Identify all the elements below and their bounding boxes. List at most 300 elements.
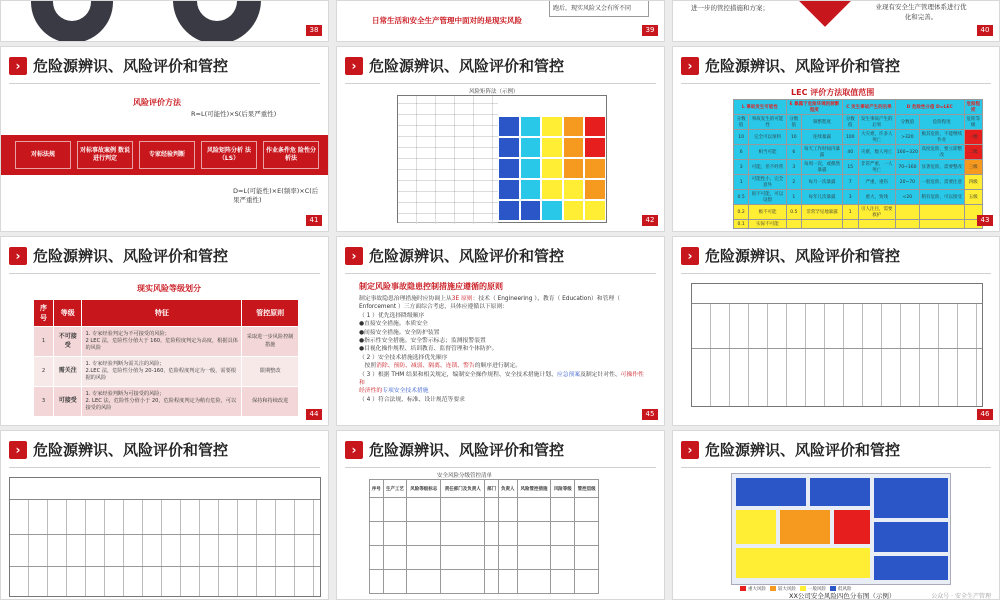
page-number: 39 xyxy=(642,25,658,36)
slide-header xyxy=(1,431,328,469)
body-text-right: 业现有安全生产管理体系进行优化和完善。 xyxy=(875,3,967,21)
table-cell: 保持和持续改进 xyxy=(242,387,299,417)
table-cell xyxy=(383,498,407,522)
table-cell: 五级 xyxy=(964,190,982,205)
legend-label: 较大风险 xyxy=(778,587,796,592)
table-cell: 160~320 xyxy=(895,145,919,160)
chevron-right-icon: › xyxy=(9,441,27,459)
table-cell xyxy=(517,522,551,546)
table-cell xyxy=(842,220,858,229)
risk-control-table xyxy=(369,479,599,594)
table-cell: 分数值 xyxy=(895,115,919,130)
zone-red xyxy=(834,510,870,544)
header-divider xyxy=(345,273,656,274)
table-cell: 10 xyxy=(786,130,801,145)
table-cell xyxy=(441,522,485,546)
table-cell: 危险等级 xyxy=(964,115,982,130)
slide-header xyxy=(1,237,328,275)
table-cell xyxy=(383,522,407,546)
table-cell xyxy=(895,220,919,229)
text-run: （ 3 ）根据 THM 结果和相关规定，编制安全操作规程、安全技术措施计划、 xyxy=(359,371,557,378)
text-run: ：技术（ Engineering ）、教育（ Education）和管理（ Enforcement ）三方面综合考虑，具体应遵循以下原则： xyxy=(359,296,620,311)
table-header-cell: 责任部门及负责人 xyxy=(441,480,485,498)
slide-thumb-44[interactable] xyxy=(0,236,329,426)
slide-thumb-41[interactable] xyxy=(0,46,329,232)
table-row xyxy=(734,130,983,145)
table-cell: 70~160 xyxy=(895,160,919,175)
table-cell: 限期整改 xyxy=(242,357,299,387)
table-cell xyxy=(575,498,599,522)
matrix-cell xyxy=(520,116,542,137)
highlight-order: 消除、预防、减弱、隔离、连锁、警告 xyxy=(376,363,475,370)
table-header-cell: 序号 xyxy=(370,480,384,498)
table-header-cell: D 危险性分值 D=LEC xyxy=(895,100,964,115)
table-cell xyxy=(383,546,407,570)
table-cell: 危险程度 xyxy=(919,115,964,130)
matrix-cell xyxy=(541,116,563,137)
table-header-cell: 生产工艺 xyxy=(383,480,407,498)
table-cell xyxy=(517,546,551,570)
table-cell xyxy=(517,498,551,522)
table-header-cell: 风险等级标志 xyxy=(407,480,441,498)
table-cell: 可能性小，完全意外 xyxy=(749,175,786,190)
table-row xyxy=(370,546,599,570)
principles-body xyxy=(359,295,649,404)
risk-matrix-table xyxy=(397,95,607,223)
matrix-cell xyxy=(563,116,585,137)
table-cell xyxy=(551,546,575,570)
slide-title: 危险源辨识、风险评价和管控 xyxy=(705,441,901,459)
slide-header xyxy=(673,431,999,469)
table-header-cell: 部门 xyxy=(485,480,499,498)
table-cell xyxy=(498,546,517,570)
text-run: 制定事故隐患治理措施时应协调上从 xyxy=(359,296,452,302)
header-divider xyxy=(9,467,320,468)
slide-caption: 日常生活和安全生产管理中面对的是现实风险 xyxy=(372,16,522,25)
page-number: 42 xyxy=(642,215,658,226)
zone-blue xyxy=(810,478,870,506)
section-subtitle: LEC 评价方法取值范围 xyxy=(791,88,875,97)
table-cell: 2 xyxy=(786,175,801,190)
legend-swatch xyxy=(770,586,776,591)
matrix-cell xyxy=(498,116,520,137)
list-line: ●指示性安全措施。安全警示标志；监测报警装置 xyxy=(359,337,486,344)
zone-orange xyxy=(780,510,830,544)
zone-blue xyxy=(874,478,948,518)
table-cell: 极其危险，不能继续作业 xyxy=(919,130,964,145)
header-divider xyxy=(345,467,656,468)
slide-header xyxy=(673,47,999,85)
table-cell: 6 xyxy=(786,145,801,160)
table-cell: 发生事故产生的后果 xyxy=(858,115,895,130)
table-cell: 四级 xyxy=(964,175,982,190)
table-cell xyxy=(383,570,407,594)
table-cell xyxy=(441,498,485,522)
matrix-cell xyxy=(563,200,585,221)
table-cell: 1 xyxy=(734,175,749,190)
table-cell: 每周一次，或偶然暴露 xyxy=(801,160,842,175)
slide-header xyxy=(1,47,328,85)
table-cell: 1. 专家经验判断为需关注的风险； 2.LEC 法，危险性分值为 20-160，危险程度判定为一般，需要根据的风险 xyxy=(82,357,242,387)
zone-blue xyxy=(874,522,948,552)
table-cell xyxy=(858,220,895,229)
table-cell: 分数值 xyxy=(842,115,858,130)
table-cell: 引人注目，需要救护 xyxy=(858,205,895,220)
table-cell: 连续暴露 xyxy=(801,130,842,145)
section-subtitle: 现实风险等级划分 xyxy=(137,284,201,293)
table-cell: 非常罕见地暴露 xyxy=(801,205,842,220)
table-cell xyxy=(407,546,441,570)
matrix-cell xyxy=(541,137,563,158)
four-color-risk-map xyxy=(731,473,951,592)
table-cell: 7 xyxy=(842,175,858,190)
form-row-divider xyxy=(10,534,320,535)
list-line: ●间接安全措施。安全防护装置 xyxy=(359,329,440,336)
table-cell: 10 xyxy=(734,130,749,145)
chevron-right-icon: › xyxy=(345,57,363,75)
note-box: 跑后，现实风险又会有所不同 xyxy=(549,0,649,17)
slide-title: 危险源辨识、风险评价和管控 xyxy=(369,441,565,459)
matrix-cell xyxy=(498,158,520,179)
table-cell: 20~70 xyxy=(895,175,919,190)
legend-label: 重大风险 xyxy=(748,587,766,592)
chevron-right-icon: › xyxy=(345,441,363,459)
lec-table xyxy=(733,99,983,229)
table-row xyxy=(34,357,299,387)
table-cell: 非常严重，一人死亡 xyxy=(858,160,895,175)
matrix-cells xyxy=(498,116,606,221)
table-cell xyxy=(407,498,441,522)
table-header-cell: 等级 xyxy=(53,300,82,327)
form-header xyxy=(692,284,982,304)
table-cell xyxy=(895,205,919,220)
text-run: 的顺序进行制定。 xyxy=(474,363,522,370)
para-intro xyxy=(359,295,649,312)
form-columns xyxy=(10,500,320,596)
table-cell: 极不可能 xyxy=(749,205,786,220)
method-step: 专家经验判断 xyxy=(139,141,195,169)
table-cell: 1 xyxy=(34,327,54,357)
slide-header xyxy=(337,237,664,275)
table-title: 风险矩阵法（示例） xyxy=(469,89,519,95)
table-header-cell: 危险程度 xyxy=(964,100,982,115)
table-cell: 很不可能，可以设想 xyxy=(749,190,786,205)
table-cell xyxy=(485,546,499,570)
table-row xyxy=(370,522,599,546)
page-number: 41 xyxy=(306,215,322,226)
page-number: 44 xyxy=(306,409,322,420)
table-cell: 分数值 xyxy=(786,115,801,130)
page-number: 46 xyxy=(977,409,993,420)
section-subtitle: 制定风险事故隐患控制措施应遵循的原则 xyxy=(359,282,503,291)
table-header-row xyxy=(34,300,299,327)
legend-label: 低风险 xyxy=(838,587,852,592)
formula-rs: R=L(可能性)×S(后果严重性) xyxy=(191,110,277,118)
list-line: ●目视化操作规程、培训教育、监督管理和个体防护。 xyxy=(359,346,498,353)
table-cell: 二级 xyxy=(964,145,982,160)
table-cell: 采取进一步风险控制措施 xyxy=(242,327,299,357)
slide-thumb-47[interactable] xyxy=(0,430,329,600)
slide-thumb-46[interactable] xyxy=(672,236,1000,426)
form-columns xyxy=(692,304,982,406)
table-cell xyxy=(441,546,485,570)
hazard-record-form xyxy=(691,283,983,407)
table-cell xyxy=(441,570,485,594)
formula-lec: D=L(可能性)×E(频率)×C(后果严重性) xyxy=(233,187,319,205)
matrix-cell xyxy=(520,179,542,200)
table-cell: 3 xyxy=(842,190,858,205)
table-cell: 需关注 xyxy=(53,357,82,387)
method-step: 作业条件危 险性分析法 xyxy=(263,141,319,169)
slide-thumb-40[interactable] xyxy=(672,0,1000,42)
legend-label: 一般风险 xyxy=(808,587,826,592)
page-number: 43 xyxy=(977,215,993,226)
highlight-3e: 3E 原则 xyxy=(451,296,473,302)
method-step: 对标法规 xyxy=(15,141,71,169)
table-row xyxy=(734,175,983,190)
table-row xyxy=(370,498,599,522)
list-line: ●直接安全措施。本质安全 xyxy=(359,321,428,328)
matrix-cell xyxy=(584,158,606,179)
table-header-cell: E 暴露于危险环境的频繁程度 xyxy=(786,100,842,115)
slide-header xyxy=(337,431,664,469)
slide-thumb-38[interactable] xyxy=(0,0,329,42)
chevron-right-icon: › xyxy=(9,57,27,75)
slide-thumb-39[interactable] xyxy=(336,0,665,42)
header-divider xyxy=(9,273,320,274)
table-cell: 高度危险，要立即整改 xyxy=(919,145,964,160)
matrix-cell xyxy=(584,137,606,158)
table-cell: >320 xyxy=(895,130,919,145)
table-cell xyxy=(919,205,964,220)
text-run: 按照 xyxy=(364,363,377,370)
table-row xyxy=(734,205,983,220)
table-header-cell: 特征 xyxy=(82,300,242,327)
table-row xyxy=(734,190,983,205)
table-header-cell: 负责人 xyxy=(498,480,517,498)
chevron-right-icon: › xyxy=(681,247,699,265)
slide-title: 危险源辨识、风险评价和管控 xyxy=(705,247,901,265)
zone-yellow xyxy=(736,510,776,544)
matrix-cell xyxy=(541,200,563,221)
highlight-red: 经济性的 xyxy=(359,388,383,395)
page-number: 38 xyxy=(306,25,322,36)
table-cell xyxy=(498,522,517,546)
matrix-cell xyxy=(584,200,606,221)
table-header-row xyxy=(370,480,599,498)
table-cell: 完全可以预料 xyxy=(749,130,786,145)
table-cell xyxy=(786,220,801,229)
table-cell: 大灾难，许多人死亡 xyxy=(858,130,895,145)
table-row xyxy=(34,327,299,357)
chevron-right-icon: › xyxy=(681,441,699,459)
header-divider xyxy=(345,83,656,84)
table-cell: 稍有危险，可以接受 xyxy=(919,190,964,205)
highlight-blue: 应急预案 xyxy=(556,371,581,378)
table-cell xyxy=(551,498,575,522)
header-divider xyxy=(681,273,991,274)
matrix-cell xyxy=(498,200,520,221)
table-cell: 严重，重伤 xyxy=(858,175,895,190)
highlight-blue: 专项安全技术措施 xyxy=(382,388,429,395)
table-header-cell: 管控原则 xyxy=(242,300,299,327)
zone-yellow xyxy=(736,548,870,578)
table-cell xyxy=(370,522,384,546)
zone-blue xyxy=(736,478,806,506)
table-cell: 显著危险，需要整改 xyxy=(919,160,964,175)
table-cell: 事故发生的可能性 xyxy=(749,115,786,130)
chevron-right-icon: › xyxy=(345,247,363,265)
table-cell: 频繁程度 xyxy=(801,115,842,130)
legend-swatch xyxy=(740,586,746,591)
matrix-cell xyxy=(520,158,542,179)
table-cell: 15 xyxy=(842,160,858,175)
table-cell: 可接受 xyxy=(53,387,82,417)
chevron-right-icon: › xyxy=(9,247,27,265)
table-cell xyxy=(485,522,499,546)
list-line: （ 2 ）安全技术措施选择优先顺序 xyxy=(359,354,448,361)
header-divider xyxy=(681,467,991,468)
red-diamond-graphic xyxy=(798,0,852,27)
matrix-cell xyxy=(584,179,606,200)
table-cell xyxy=(485,570,499,594)
method-step: 风险矩阵分析 法（LS） xyxy=(201,141,257,169)
table-title: 安全风险分级管控清单 xyxy=(437,473,493,479)
table-row xyxy=(734,145,983,160)
slide-header xyxy=(337,47,664,85)
body-text: 进一步的管控措施和方案； xyxy=(691,4,769,12)
form-row-divider xyxy=(692,348,982,349)
table-cell: 0.2 xyxy=(734,205,749,220)
method-step: 对标事故案例 数说进行判定 xyxy=(77,141,133,169)
table-cell xyxy=(407,522,441,546)
table-row xyxy=(734,160,983,175)
slide-thumb-48[interactable] xyxy=(336,430,665,600)
form-row-divider xyxy=(10,566,320,567)
watermark-text: 公众号 · 安全生产管理 xyxy=(931,593,991,600)
slide-title: 危险源辨识、风险评价和管控 xyxy=(705,57,901,75)
table-cell xyxy=(517,570,551,594)
slide-thumb-42[interactable] xyxy=(336,46,665,232)
table-cell: 每年几次暴露 xyxy=(801,190,842,205)
table-cell: 1 xyxy=(842,205,858,220)
table-cell xyxy=(575,546,599,570)
table-cell xyxy=(551,570,575,594)
table-subheader-row xyxy=(734,115,983,130)
chevron-right-icon: › xyxy=(681,57,699,75)
table-cell: 40 xyxy=(842,145,858,160)
map-caption: XX公司安全风险四色分布图（示例） xyxy=(789,592,896,600)
header-divider xyxy=(9,83,320,84)
text-run: 及制定针对性、 xyxy=(580,371,621,378)
slide-thumb-45[interactable] xyxy=(336,236,665,426)
table-cell: 一般危险，需要注意 xyxy=(919,175,964,190)
table-row xyxy=(370,570,599,594)
table-cell xyxy=(370,498,384,522)
table-header-cell: C 发生事故产生的后果 xyxy=(842,100,895,115)
section-subtitle: 风险评价方法 xyxy=(133,98,181,107)
header-divider xyxy=(681,83,991,84)
matrix-cell xyxy=(520,137,542,158)
table-cell: 每月一次暴露 xyxy=(801,175,842,190)
matrix-cell xyxy=(498,137,520,158)
matrix-cell xyxy=(563,137,585,158)
table-cell xyxy=(551,522,575,546)
table-cell: 2 xyxy=(34,357,54,387)
table-cell: 一级 xyxy=(964,130,982,145)
page-number: 45 xyxy=(642,409,658,420)
table-cell xyxy=(498,498,517,522)
slide-title: 危险源辨识、风险评价和管控 xyxy=(33,57,229,75)
slide-thumb-49[interactable] xyxy=(672,430,1000,600)
list-line: （ 4 ）符合法规、标准、设计规范等要求 xyxy=(359,396,465,403)
table-cell: 0.5 xyxy=(734,190,749,205)
risk-level-table xyxy=(33,299,299,417)
table-cell xyxy=(498,570,517,594)
hazard-record-form xyxy=(9,477,321,597)
matrix-cell xyxy=(584,116,606,137)
list-line: （ 1 ）优先选择降级顺序 xyxy=(359,312,425,319)
list-line xyxy=(359,371,649,396)
matrix-cell xyxy=(541,179,563,200)
slide-title: 危险源辨识、风险评价和管控 xyxy=(33,247,229,265)
table-cell: 可能，但不经常 xyxy=(749,160,786,175)
matrix-cell xyxy=(520,200,542,221)
slide-header xyxy=(673,237,999,275)
slide-title: 危险源辨识、风险评价和管控 xyxy=(33,441,229,459)
table-header-cell: 风险管控措施 xyxy=(517,480,551,498)
table-cell xyxy=(575,570,599,594)
table-row-lines xyxy=(398,96,498,224)
table-cell: 3 xyxy=(734,160,749,175)
table-cell xyxy=(575,522,599,546)
table-cell xyxy=(801,220,842,229)
table-cell: 不可接受 xyxy=(53,327,82,357)
slide-thumb-43[interactable] xyxy=(672,46,1000,232)
table-cell xyxy=(407,570,441,594)
table-cell: 1. 专家经验判定为不可接受的风险； 2 LEC 法，危险性分值大于 160，危险程度判定为高度，根据具体的风险 xyxy=(82,327,242,357)
table-cell: 每天工作时间内暴露 xyxy=(801,145,842,160)
table-cell: 实际不可能 xyxy=(749,220,786,229)
table-header-cell: 管控层级 xyxy=(575,480,599,498)
highlight-red: 可操作性和 xyxy=(359,371,644,386)
table-cell: 100 xyxy=(842,130,858,145)
table-cell xyxy=(919,220,964,229)
slide-title: 危险源辨识、风险评价和管控 xyxy=(369,57,565,75)
table-cell xyxy=(370,546,384,570)
table-header-cell: L 事故发生可能性 xyxy=(734,100,787,115)
table-cell: 6 xyxy=(734,145,749,160)
table-cell: 重大，致残 xyxy=(858,190,895,205)
table-row xyxy=(34,387,299,417)
table-cell: 3 xyxy=(786,160,801,175)
slide-title: 危险源辨识、风险评价和管控 xyxy=(369,247,565,265)
table-cell xyxy=(370,570,384,594)
table-header-row xyxy=(734,100,983,115)
matrix-cell xyxy=(563,179,585,200)
page-number: 40 xyxy=(977,25,993,36)
matrix-cell xyxy=(541,158,563,179)
table-cell xyxy=(485,498,499,522)
zone-blue xyxy=(874,556,948,580)
table-cell: 3 xyxy=(34,387,54,417)
table-header-cell: 序号 xyxy=(34,300,54,327)
list-line xyxy=(359,362,649,370)
table-cell: 三级 xyxy=(964,160,982,175)
table-cell: 1. 专家经验判断为可接受的风险； 2. LEC 法，危险性分值小于 20，危险程度判定为稍有危险，可以接受的风险 xyxy=(82,387,242,417)
matrix-cell xyxy=(563,158,585,179)
table-cell: 相当可能 xyxy=(749,145,786,160)
